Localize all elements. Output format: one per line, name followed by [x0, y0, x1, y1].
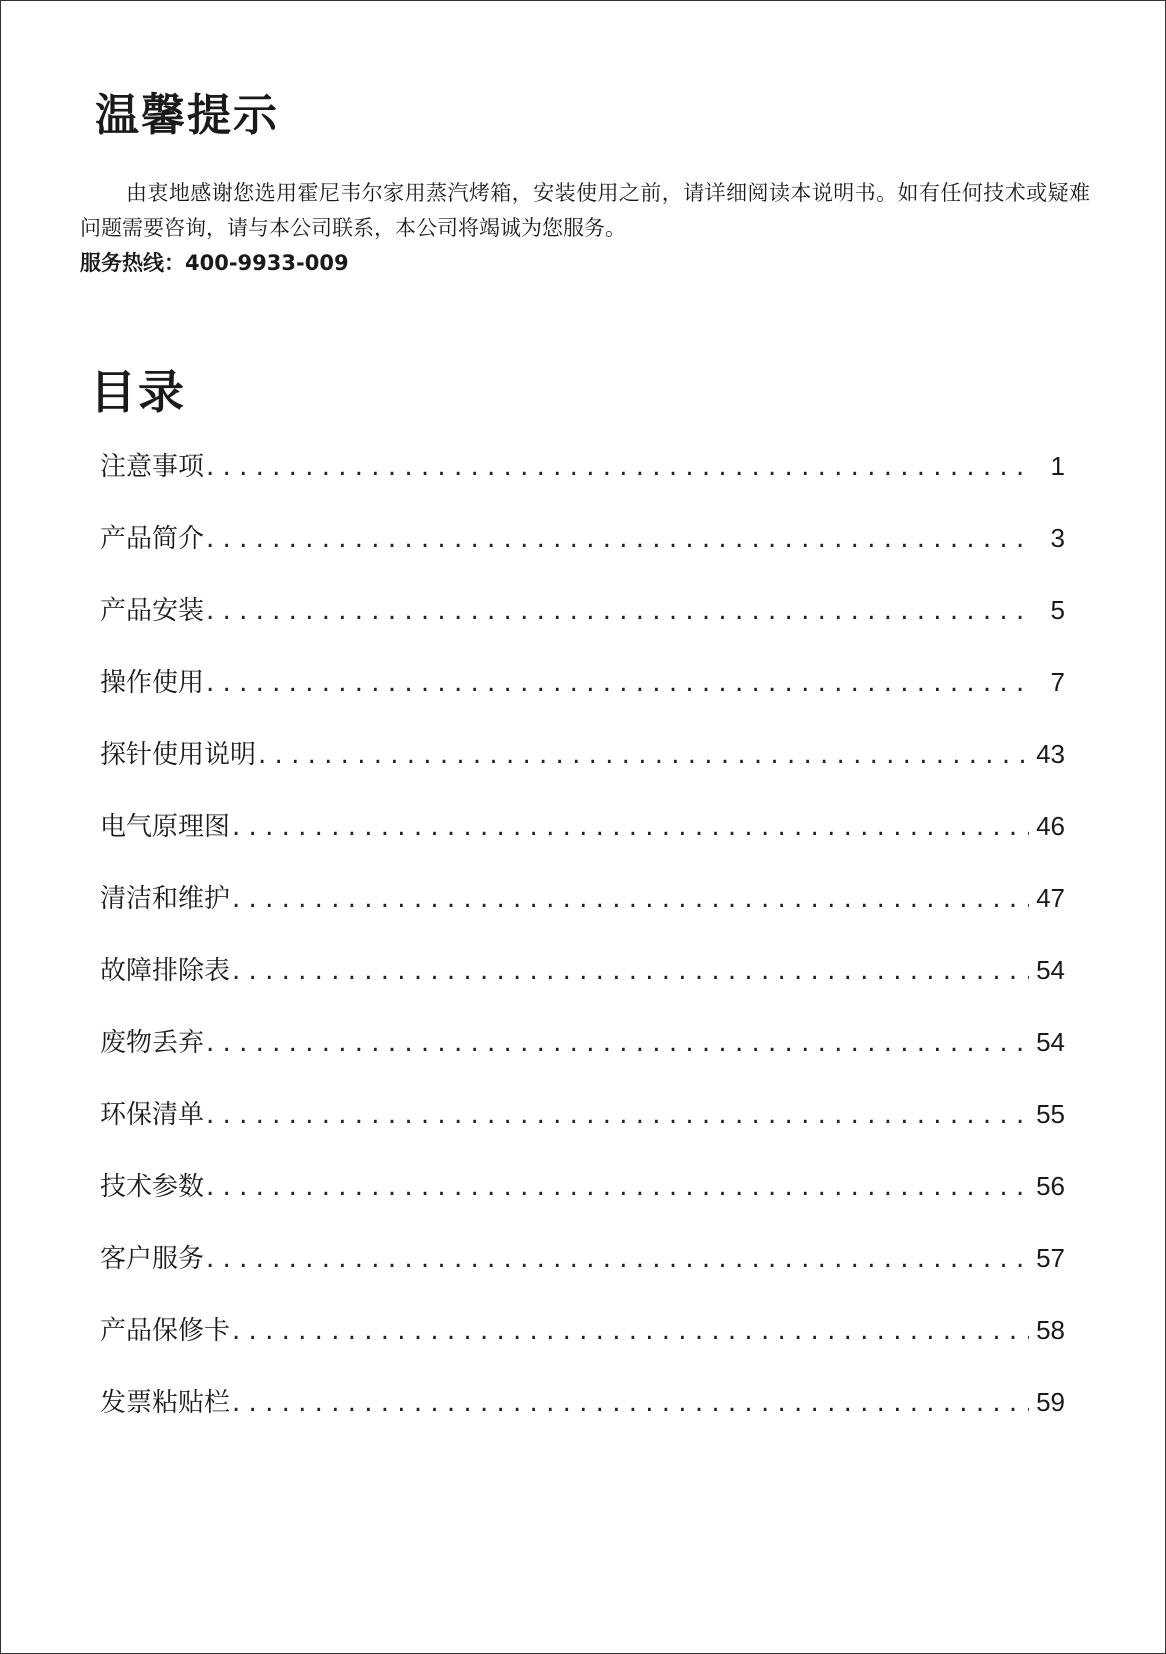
toc-entry-page: 57	[1036, 1243, 1065, 1273]
toc-title: 目录	[90, 365, 186, 419]
toc-entry-page: 5	[1050, 595, 1065, 625]
hotline-number: 400-9933-009	[185, 251, 349, 275]
toc-leader-dots	[232, 881, 1029, 917]
toc-entry[interactable]	[100, 1240, 1065, 1312]
toc-entry-label: 环保清单	[100, 1100, 205, 1130]
hotline-label: 服务热线：	[80, 251, 185, 275]
toc-entry[interactable]	[100, 1024, 1065, 1096]
toc-leader-dots	[206, 1241, 1029, 1277]
toc-leader-dots	[232, 1313, 1029, 1349]
toc-entry-label: 产品简介	[100, 524, 205, 554]
toc-entry-label: 客户服务	[100, 1244, 205, 1274]
toc-entry-page: 55	[1036, 1099, 1065, 1129]
toc-leader-dots	[206, 1169, 1029, 1205]
toc-entry-label: 发票粘贴栏	[100, 1388, 231, 1418]
toc-entry[interactable]	[100, 1384, 1065, 1456]
toc-entry[interactable]	[100, 1312, 1065, 1384]
toc-leader-dots	[258, 737, 1029, 773]
toc-entry-label: 电气原理图	[100, 812, 231, 842]
toc-entry[interactable]	[100, 664, 1065, 736]
toc-entry[interactable]	[100, 880, 1065, 952]
toc-entry-label: 探针使用说明	[100, 740, 257, 770]
toc-entry[interactable]	[100, 952, 1065, 1024]
toc-entry-page: 47	[1036, 883, 1065, 913]
notice-title: 温馨提示	[95, 90, 279, 141]
toc-entry[interactable]	[100, 520, 1065, 592]
toc-entry-label: 产品安装	[100, 596, 205, 626]
toc-leader-dots	[206, 521, 1029, 557]
toc-entry-page: 7	[1050, 667, 1065, 697]
notice-section	[80, 176, 1090, 281]
notice-paragraph: 由衷地感谢您选用霍尼韦尔家用蒸汽烤箱，安装使用之前，请详细阅读本说明书。如有任何技术或疑难问题需要咨询，请与本公司联系，本公司将竭诚为您服务。	[80, 181, 1090, 240]
toc-entry-label: 操作使用	[100, 668, 205, 698]
toc-leader-dots	[206, 665, 1029, 701]
toc-entry[interactable]	[100, 1096, 1065, 1168]
toc-entry[interactable]	[100, 1168, 1065, 1240]
toc-entry-page: 43	[1036, 739, 1065, 769]
toc-entry[interactable]	[100, 736, 1065, 808]
toc-entry-label: 技术参数	[100, 1172, 205, 1202]
toc-list	[100, 448, 1065, 1456]
toc-leader-dots	[206, 593, 1029, 629]
toc-entry-page: 58	[1036, 1315, 1065, 1345]
toc-entry-label: 故障排除表	[100, 956, 231, 986]
toc-leader-dots	[232, 1385, 1029, 1421]
toc-entry-page: 46	[1036, 811, 1065, 841]
toc-leader-dots	[206, 1097, 1029, 1133]
toc-entry-label: 清洁和维护	[100, 884, 231, 914]
toc-entry[interactable]	[100, 448, 1065, 520]
hotline	[80, 246, 1090, 281]
toc-entry-page: 3	[1050, 523, 1065, 553]
toc-leader-dots	[206, 449, 1029, 485]
toc-entry-page: 1	[1050, 451, 1065, 481]
toc-entry-page: 54	[1036, 1027, 1065, 1057]
toc-entry-label: 注意事项	[100, 452, 205, 482]
toc-entry-page: 54	[1036, 955, 1065, 985]
toc-entry-label: 废物丢弃	[100, 1028, 205, 1058]
toc-entry-page: 56	[1036, 1171, 1065, 1201]
toc-entry[interactable]	[100, 592, 1065, 664]
toc-leader-dots	[232, 953, 1029, 989]
toc-entry-page: 59	[1036, 1387, 1065, 1417]
toc-leader-dots	[232, 809, 1029, 845]
toc-leader-dots	[206, 1025, 1029, 1061]
toc-entry[interactable]	[100, 808, 1065, 880]
toc-entry-label: 产品保修卡	[100, 1316, 231, 1346]
